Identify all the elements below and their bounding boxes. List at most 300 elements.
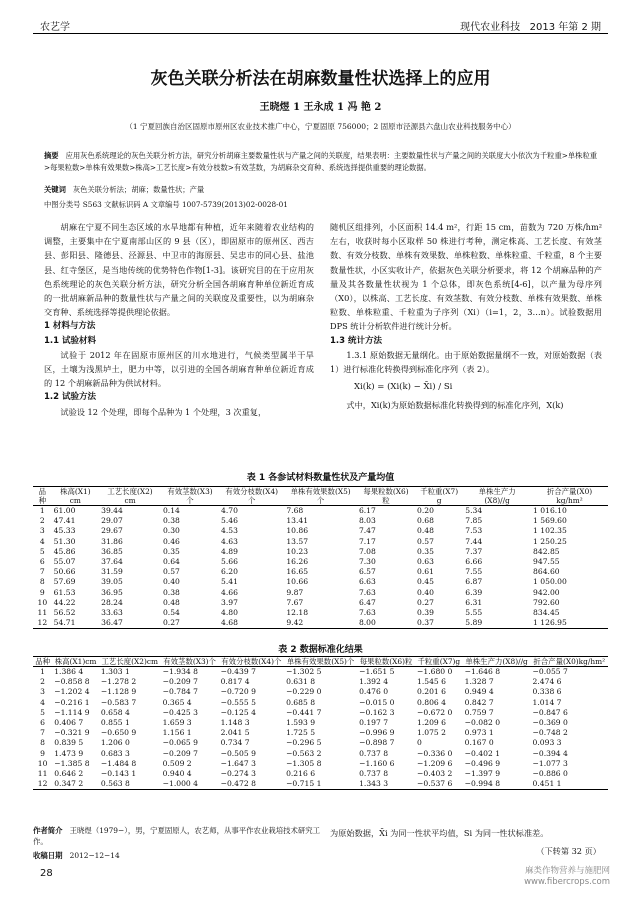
table-cell: 0.949 4 — [464, 687, 494, 697]
table-cell: 0.347 2 — [54, 779, 84, 789]
section-1-2-text: 试验设 12 个处理，即每个品种为 1 个处理，3 次重复， — [60, 406, 267, 417]
table-cell: 7.08 — [358, 546, 376, 556]
keywords-label: 关键词 — [44, 185, 66, 194]
table-cell: −0.898 7 — [359, 738, 395, 748]
table-row — [33, 708, 608, 718]
table-cell: −1.114 9 — [54, 707, 90, 717]
table-row — [33, 567, 608, 577]
table-cell: 7 — [39, 567, 45, 577]
table-cell: 31.59 — [101, 567, 123, 577]
t2-header-cell: 千粒重(X7)g — [417, 657, 461, 666]
table-cell: 7.68 — [286, 506, 304, 515]
table-cell: 1.328 7 — [464, 677, 494, 687]
table-cell: 0.563 8 — [100, 779, 130, 789]
table-cell: 6.20 — [221, 567, 238, 577]
table-cell: 0.57 — [162, 567, 180, 577]
table-cell: 0.38 — [162, 516, 180, 526]
table-cell: 12.18 — [286, 608, 309, 618]
table-cell: 9.87 — [286, 587, 304, 597]
table-cell: −0.748 2 — [532, 728, 568, 738]
table-cell: 1 126.95 — [533, 618, 567, 628]
table-cell: 37.64 — [101, 557, 123, 567]
table-cell: 0.27 — [417, 597, 434, 607]
table-cell: 2.041 5 — [220, 728, 250, 738]
left-column — [44, 220, 314, 419]
table-cell: 0.37 — [417, 618, 434, 628]
t2-header-cell: 有效分枝数(X4)个 — [221, 657, 282, 666]
table-cell: 4.66 — [221, 587, 238, 597]
table-cell: 5 — [39, 546, 45, 556]
table-cell: 29.07 — [101, 516, 123, 526]
table-cell: 4.70 — [221, 506, 238, 515]
table-cell: 0.476 0 — [359, 687, 389, 697]
table-cell: 0.216 6 — [286, 769, 316, 779]
table-cell: 1.473 9 — [54, 748, 84, 758]
table-cell: 54.71 — [53, 618, 76, 628]
table-cell: 2 — [40, 677, 46, 687]
keywords — [44, 185, 600, 195]
table-cell: 0.48 — [162, 597, 180, 607]
table-cell: 7.37 — [465, 546, 483, 556]
table-cell: 0 — [417, 738, 422, 748]
table-cell: 0.30 — [162, 526, 180, 536]
table-cell: 2 — [39, 516, 45, 526]
table-cell: −1.077 3 — [532, 758, 568, 768]
t1-header-cell: 单株有效果数(X5) 个 — [290, 487, 351, 505]
table-cell: 0.451 1 — [532, 779, 562, 789]
table-cell: 0.855 1 — [100, 718, 130, 728]
running-head-right — [460, 18, 601, 33]
t1-header-cell: 工艺长度(X2) cm — [107, 487, 153, 505]
watermark: 麻类作物营养与施肥网 www.fibercrops.com — [524, 866, 610, 887]
table-cell: −1.160 6 — [359, 758, 395, 768]
t2-header-cell: 品种 — [35, 657, 50, 666]
table-cell: 3 — [40, 687, 46, 697]
table-cell: −0.229 0 — [286, 687, 322, 697]
table-cell: 6 — [40, 718, 46, 728]
table-cell: 0.14 — [162, 506, 180, 515]
table-cell: 0.27 — [162, 618, 180, 628]
table-cell: 0.48 — [417, 526, 434, 536]
t1-header-cell: 折合产量(X0) kg/hm² — [546, 487, 593, 505]
table-cell: 11 — [37, 769, 48, 779]
table-cell: 1 250.25 — [533, 536, 567, 546]
table-cell: 36.95 — [101, 587, 123, 597]
table-cell: 8.03 — [358, 516, 376, 526]
table-cell: −1.000 4 — [162, 779, 199, 789]
table-cell: −0.858 8 — [54, 677, 90, 687]
table-cell: 0.64 — [162, 557, 180, 567]
table-cell: 47.41 — [53, 516, 76, 526]
standardization-formula: Xi(k) = (Xi(k) − X̄i) / Si — [354, 382, 453, 393]
table-cell: 7.30 — [358, 557, 376, 567]
table-cell: 4.80 — [221, 608, 238, 618]
table-cell: 947.55 — [533, 557, 560, 567]
table-cell: −0.336 0 — [417, 748, 453, 758]
table-cell: 0.406 7 — [54, 718, 84, 728]
received-date — [33, 850, 120, 861]
table-cell: 6.87 — [465, 577, 483, 587]
table-cell: 36.47 — [101, 618, 123, 628]
table-cell: 0.365 4 — [162, 697, 192, 707]
section-1-1-heading: 1.1 试验材料 — [44, 335, 97, 346]
classification: 中图分类号 S563 文献标识码 A 文章编号 1007-5739(2013)02-0028-01 — [44, 200, 288, 209]
table-cell: 4.53 — [221, 526, 238, 536]
affiliation: （1 宁夏回族自治区固原市原州区农业技术推广中心，宁夏固原 756000；2 固原市泾源县六盘山农业科技服务中心） — [125, 122, 516, 131]
table-cell: 10.23 — [286, 546, 309, 556]
table-cell: 51.30 — [53, 536, 76, 546]
table-cell: 0.63 — [417, 557, 434, 567]
table-cell: −1.646 8 — [464, 667, 501, 676]
table-cell: 6.57 — [358, 567, 376, 577]
table-cell: 11 — [37, 608, 48, 618]
table-cell: 4 — [39, 536, 45, 546]
table-cell: 1.725 5 — [286, 728, 316, 738]
abstract-label: 摘要 — [44, 151, 59, 160]
table-row — [33, 769, 608, 779]
table-cell: 0.737 8 — [359, 748, 389, 758]
table-cell: 0.40 — [162, 577, 180, 587]
formula-explanation: 式中，Xi(k)为原始数据标准化转换得到的标准化序列，X(k) — [346, 400, 564, 411]
table-cell: 16.26 — [286, 557, 309, 567]
table-cell: −0.720 9 — [220, 687, 256, 697]
table-cell: 10 — [37, 758, 48, 768]
continued-note: （下转第 32 页） — [536, 846, 601, 856]
received-value: 2012−12−14 — [69, 851, 120, 860]
table-cell: 1.545 6 — [417, 677, 447, 687]
table-cell: −1.651 5 — [359, 667, 395, 676]
table-cell: 45.86 — [53, 546, 76, 556]
t1-header-cell: 品种 — [38, 487, 47, 505]
abstract-text: 应用灰色系统理论的灰色关联分析方法，研究分析胡麻主要数量性状与产量之间的关联度，结果表明：主要数量性状与产量之间的关联度大小依次为千粒重>单株粒重>每果粒数>单株有效果数>株高>工艺长度>有效分枝数>有效茎数，为胡麻杂交育种、系统选择提供重要的理论数据。 — [44, 151, 598, 172]
table-cell: −0.505 9 — [220, 748, 256, 758]
t1-header-cell: 单株生产力 (X8)//g — [478, 487, 516, 505]
keywords-text: 灰色关联分析法；胡麻；数量性状；产量 — [72, 185, 205, 194]
table-cell: −0.555 5 — [220, 697, 256, 707]
table-cell: −1.647 3 — [220, 758, 256, 768]
bio-text: 王晓煜（1979−），男，宁夏固原人，农艺师，从事平作农业栽培技术研究工作。 — [33, 826, 321, 846]
table-cell: −0.403 2 — [417, 769, 453, 779]
table-cell: 5.41 — [221, 577, 238, 587]
table-cell: 44.22 — [53, 597, 76, 607]
table-cell: 0.509 2 — [162, 758, 192, 768]
table-cell: −1.302 5 — [286, 667, 322, 676]
table-cell: −1.385 8 — [54, 758, 90, 768]
table-cell: 1.148 3 — [220, 718, 250, 728]
table-cell: 33.63 — [101, 608, 123, 618]
table-cell: −0.847 6 — [532, 707, 568, 717]
table-cell: 50.66 — [53, 567, 76, 577]
table-cell: 1 050.00 — [533, 577, 567, 587]
paper-title: 灰色关联分析法在胡麻数量性状选择上的应用 — [150, 69, 491, 89]
t2-header-cell: 折合产量(X0)kg/hm² — [533, 657, 606, 666]
table-row — [33, 526, 608, 536]
table-cell: 0.46 — [162, 536, 180, 546]
table-cell: 6.39 — [465, 587, 483, 597]
t2-header-cell: 有效茎数(X3)个 — [163, 657, 216, 666]
table-cell: 39.05 — [101, 577, 123, 587]
table-cell: 10.86 — [286, 526, 309, 536]
table-cell: 0.40 — [417, 587, 434, 597]
table-cell: 0.38 — [162, 587, 180, 597]
table-cell: 1.659 3 — [162, 718, 192, 728]
table-cell: 5.34 — [465, 506, 483, 515]
table-row — [33, 506, 608, 517]
table-cell: 1.593 9 — [286, 718, 316, 728]
table-row — [33, 608, 608, 618]
table-cell: 9.42 — [286, 618, 304, 628]
table-cell: −0.886 0 — [532, 769, 568, 779]
table-cell: 1 016.10 — [533, 506, 567, 515]
table-cell: 0.683 3 — [100, 748, 130, 758]
table-cell: −0.715 1 — [286, 779, 322, 789]
header-rule — [33, 33, 608, 34]
table-cell: 1.303 1 — [100, 667, 130, 676]
table-row — [33, 598, 608, 608]
table-2 — [33, 656, 608, 790]
table-cell: 0.197 7 — [359, 718, 389, 728]
table-cell: 864.60 — [533, 567, 560, 577]
table-row — [33, 618, 608, 629]
table-cell: 29.67 — [101, 526, 123, 536]
table-cell: −1.397 9 — [464, 769, 501, 779]
table-cell: −0.439 7 — [220, 667, 256, 676]
t1-header-cell: 有效分枝数(X4) 个 — [225, 487, 279, 505]
table-cell: 0.68 — [417, 516, 434, 526]
table-cell: 5 — [40, 707, 46, 717]
author-bio — [33, 825, 323, 847]
table-cell: −0.672 0 — [417, 707, 453, 717]
table-cell: −1.680 0 — [417, 667, 453, 676]
section-1-3-heading: 1.3 统计方法 — [330, 335, 383, 346]
table-cell: 13.57 — [286, 536, 309, 546]
issue-label: 2013 年第 2 期 — [529, 22, 601, 33]
table-cell: 1.386 4 — [54, 667, 84, 676]
table-cell: 16.65 — [286, 567, 309, 577]
table-cell: 1 569.60 — [533, 516, 567, 526]
table-cell: −0.583 7 — [100, 697, 137, 707]
table-cell: 6.63 — [358, 577, 376, 587]
table-cell: 3 — [39, 526, 45, 536]
page-number: 28 — [40, 868, 53, 879]
table-cell: 4.63 — [221, 536, 238, 546]
table-cell: −0.369 0 — [532, 718, 568, 728]
table-cell: 0.817 4 — [220, 677, 250, 687]
table-cell: −0.402 1 — [464, 748, 501, 758]
table-cell: 13.41 — [286, 516, 309, 526]
table-cell: −1.209 6 — [417, 758, 453, 768]
table-cell: −1.934 8 — [162, 667, 199, 676]
table-cell: 7.53 — [465, 526, 483, 536]
table-1-caption: 表 1 各参试材料数量性状及产量均值 — [246, 473, 395, 483]
table-cell: −1.484 8 — [100, 758, 137, 768]
table-cell: 6.66 — [465, 557, 483, 567]
table-cell: −0.082 0 — [464, 718, 501, 728]
table-cell: −0.216 1 — [54, 697, 90, 707]
section-1-2-heading: 1.2 试验方法 — [44, 392, 97, 403]
table-cell: −1.202 4 — [54, 687, 90, 697]
table-row — [33, 547, 608, 557]
table-cell: −1.305 8 — [286, 758, 322, 768]
table-cell: 2.474 6 — [532, 677, 562, 687]
abstract — [44, 150, 600, 173]
table-cell: 56.52 — [53, 608, 76, 618]
table-cell: 0.973 1 — [464, 728, 494, 738]
table-cell: 6.31 — [465, 597, 483, 607]
table-cell: 61.00 — [53, 506, 76, 515]
table-cell: 6.47 — [358, 597, 376, 607]
table-cell: 3.97 — [221, 597, 238, 607]
table-cell: −0.321 9 — [54, 728, 90, 738]
table-cell: 834.45 — [533, 608, 560, 618]
table-cell: 7.63 — [358, 587, 376, 597]
table-row — [33, 687, 608, 697]
bio-label: 作者简介 — [33, 826, 63, 835]
table-cell: −0.209 7 — [162, 748, 199, 758]
t1-header-cell: 有效茎数(X3) 个 — [167, 487, 213, 505]
table-cell: 4 — [40, 697, 46, 707]
table-cell: 4.89 — [221, 546, 238, 556]
table-cell: −0.274 3 — [220, 769, 256, 779]
table-cell: 0.35 — [417, 546, 434, 556]
table-cell: 0.201 6 — [417, 687, 447, 697]
table-cell: 36.85 — [101, 546, 123, 556]
table-cell: 31.86 — [101, 536, 123, 546]
table-row — [33, 516, 608, 526]
table-cell: 0.734 7 — [220, 738, 250, 748]
t2-header-cell: 株高(X1)cm — [54, 657, 97, 666]
table-cell: 6.17 — [358, 506, 376, 515]
table-cell: 7.55 — [465, 567, 483, 577]
table-cell: 0.806 4 — [417, 697, 447, 707]
t1-header-cell: 千粒重(X7) g — [420, 487, 459, 505]
section-1-heading: 1 材料与方法 — [44, 321, 96, 332]
table-row — [33, 779, 608, 790]
table-row — [33, 577, 608, 587]
table-row — [33, 557, 608, 567]
table-1 — [33, 486, 608, 629]
table-row — [33, 588, 608, 598]
table-cell: 0.940 4 — [162, 769, 192, 779]
table-cell: −0.441 7 — [286, 707, 322, 717]
table-row — [33, 537, 608, 547]
table-cell: 1.156 1 — [162, 728, 192, 738]
table-cell: 7.47 — [358, 526, 376, 536]
table-row — [33, 667, 608, 678]
table-cell: 1.392 4 — [359, 677, 389, 687]
t2-header-cell: 单株生产力(X8)//g — [465, 657, 528, 666]
table-cell: −0.143 1 — [100, 769, 137, 779]
table-cell: 7.63 — [358, 608, 376, 618]
table-cell: −1.128 9 — [100, 687, 137, 697]
table-cell: −0.015 0 — [359, 697, 395, 707]
table-cell: −0.496 9 — [464, 758, 501, 768]
table-cell: 7.44 — [465, 536, 483, 546]
table-cell: 10.66 — [286, 577, 309, 587]
journal-name: 现代农业科技 — [460, 22, 521, 33]
table-cell: 842.85 — [533, 546, 560, 556]
table-cell: −0.162 3 — [359, 707, 395, 717]
t1-header-cell: 株高(X1) cm — [60, 487, 91, 505]
table-cell: 8 — [39, 577, 45, 587]
table-cell: −0.472 8 — [220, 779, 256, 789]
table-cell: 6 — [39, 557, 45, 567]
table-cell: 1 102.35 — [533, 526, 567, 536]
table-cell: 55.07 — [53, 557, 76, 567]
table-cell: −0.065 9 — [162, 738, 199, 748]
table-cell: 12 — [37, 618, 48, 628]
table-cell: 28.24 — [101, 597, 123, 607]
table-row — [33, 677, 608, 687]
table-cell: 7 — [40, 728, 46, 738]
table-cell: 0.839 5 — [54, 738, 84, 748]
table-cell: 0.646 2 — [54, 769, 84, 779]
method-paragraph: 随机区组排列，小区面积 14.4 m²，行距 15 cm，苗数为 720 万株/hm² 左右，收获时每小区取样 50 株进行考种，测定株高、工艺长度、有效茎数、有效分枝数、单株有效果数、单株粒数、单株粒重、千粒重，8 个主要数量性状，小区实收计产，依据灰色关联分析要求，将 12 个胡麻品种的产量及其各数量性状视为 1 个总体，即灰色系统[4-6]，以产量为母序列（X0），以株高、工艺长度、有效茎数、有效分枝数、单株有效果数、单株粒数、单株粒重、千粒重为子序列（Xi）（i=1，2，3…n）。试验数据用 DPS 统计分析软件进行统计分析。 — [330, 222, 602, 332]
t2-header-cell: 工艺长度(X2)cm — [101, 657, 158, 666]
table-cell: 0.45 — [417, 577, 434, 587]
table-cell: −0.784 7 — [162, 687, 199, 697]
right-column — [330, 220, 602, 413]
table-cell: −0.563 2 — [286, 748, 322, 758]
table-cell: 45.33 — [53, 526, 76, 536]
table-cell: 0.658 4 — [100, 707, 130, 717]
table-cell: 5.55 — [465, 608, 483, 618]
table-cell: 0.167 0 — [464, 738, 494, 748]
table-cell: 7.85 — [465, 516, 483, 526]
table-cell: 9 — [40, 748, 46, 758]
table-row — [33, 759, 608, 769]
intro-paragraph: 胡麻在宁夏不同生态区域的水旱地都有种植，近年来随着农业结构的调整，主要集中在宁夏南部山区的 9 县（区），即固原市的原州区、西吉县、彭阳县、隆德县、泾源县、中卫市的海原县、吴忠市的同心县、盐池县、红寺堡区，是当地传统的优势特色作物[1-3]。该研究目的在于应用灰色系统理论的灰色关联分析方法，研究分析全国各胡麻育种单位新近育成的一批胡麻新品种的数量性状与产量之间的关联度及重要性，以为胡麻杂交育种、系统选择等提供理论依据。 — [44, 222, 314, 318]
table-cell: 0.631 8 — [286, 677, 316, 687]
table-cell: −0.537 6 — [417, 779, 453, 789]
table-cell: 0.61 — [417, 567, 434, 577]
table-cell: 12 — [37, 779, 48, 789]
table-cell: 0.54 — [162, 608, 180, 618]
table-cell: 0.338 6 — [532, 687, 562, 697]
table-cell: 1 — [39, 506, 45, 515]
table-cell: 5.46 — [221, 516, 238, 526]
table-cell: 7.17 — [358, 536, 376, 546]
table-cell: −0.296 5 — [286, 738, 322, 748]
table-cell: 8 — [40, 738, 46, 748]
table-cell: 4.68 — [221, 618, 238, 628]
table-cell: 0.759 7 — [464, 707, 494, 717]
table-cell: 0.35 — [162, 546, 180, 556]
table-cell: 8.00 — [358, 618, 376, 628]
table-cell: 7.67 — [286, 597, 304, 607]
table-cell: 1.209 6 — [417, 718, 447, 728]
table-cell: 5.66 — [221, 557, 238, 567]
table-cell: 0.57 — [417, 536, 434, 546]
table-cell: −0.650 9 — [100, 728, 137, 738]
table-cell: −0.209 7 — [162, 677, 199, 687]
table-cell: 1.014 7 — [532, 697, 562, 707]
table-cell: −0.125 4 — [220, 707, 256, 717]
table-cell: 9 — [39, 587, 45, 597]
bottom-right-text: 为原始数据，X̄i 为同一性状平均值，Si 为同一性状标准差。 — [330, 828, 549, 838]
table-cell: 0.685 8 — [286, 697, 316, 707]
table-cell: −0.994 8 — [464, 779, 501, 789]
table-cell: 5.89 — [465, 618, 483, 628]
table-cell: 0.842 7 — [464, 697, 494, 707]
section-1-1-text: 试验于 2012 年在固原市原州区的川水地进行，气候类型属半干旱区，土壤为浅黑垆土，肥力中等，以引进的全国各胡麻育种单位新近育成的 12 个胡麻新品种为供试材料。 — [44, 349, 314, 389]
table-cell: 1 — [40, 667, 46, 676]
table-cell: −0.996 9 — [359, 728, 395, 738]
table-cell: 57.69 — [53, 577, 76, 587]
table-cell: 0.20 — [417, 506, 434, 515]
section-1-3-1-text: 1.3.1 原始数据无量纲化。由于原始数据量纲不一致，对原始数据（表 1）进行标准化转换得到标准化序列（表 2）。 — [330, 349, 602, 375]
table-cell: 10 — [37, 597, 48, 607]
